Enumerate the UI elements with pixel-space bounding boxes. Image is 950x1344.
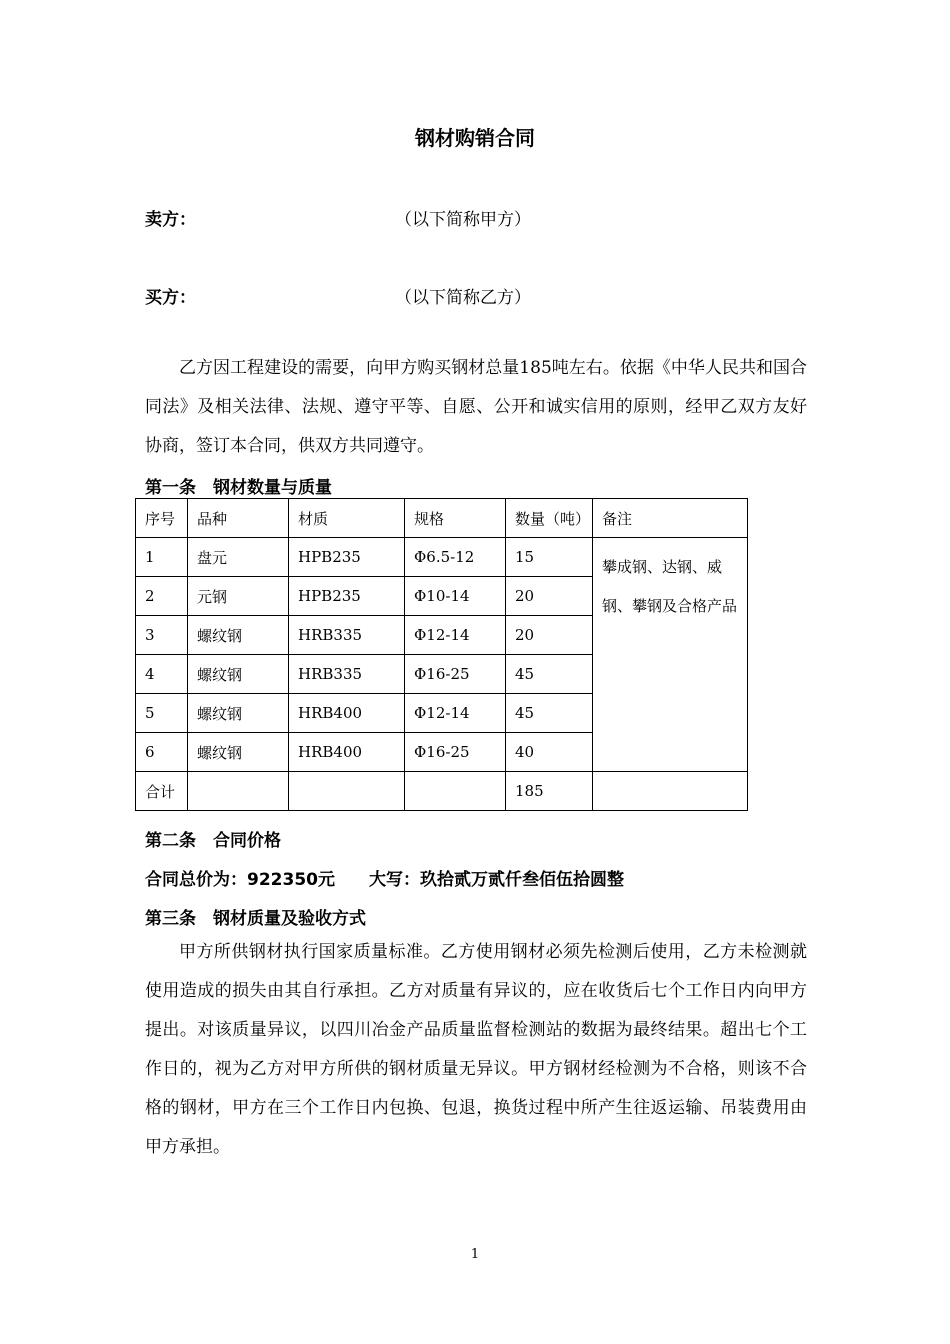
table-cell: 20	[506, 616, 593, 655]
contract-price-line: 合同总价为：922350元 大写：玖拾贰万贰仟叁佰伍拾圆整	[145, 870, 624, 890]
table-cell: Φ6.5-12	[405, 538, 506, 577]
buyer-label: 买方：	[145, 288, 196, 308]
table-cell: Φ12-14	[405, 694, 506, 733]
total-label-cell: 合计	[136, 772, 188, 811]
table-cell: 45	[506, 655, 593, 694]
table-cell: Φ16-25	[405, 733, 506, 772]
seller-note: （以下简称甲方）	[395, 210, 531, 230]
table-cell: 螺纹钢	[188, 616, 289, 655]
steel-spec-table	[135, 498, 748, 811]
table-cell: 螺纹钢	[188, 694, 289, 733]
table-cell: Φ16-25	[405, 655, 506, 694]
header-cell: 规格	[405, 499, 506, 538]
article3-heading: 第三条 钢材质量及验收方式	[145, 909, 366, 929]
header-cell: 品种	[188, 499, 289, 538]
table-cell: 20	[506, 577, 593, 616]
table-cell: 盘元	[188, 538, 289, 577]
table-cell: 1	[136, 538, 188, 577]
table-cell: 6	[136, 733, 188, 772]
buyer-note: （以下简称乙方）	[395, 288, 531, 308]
table-cell: Φ12-14	[405, 616, 506, 655]
page-number: 1	[470, 1247, 480, 1262]
table-cell: HPB235	[289, 577, 405, 616]
header-cell: 材质	[289, 499, 405, 538]
table-cell: 元钢	[188, 577, 289, 616]
table-cell: 螺纹钢	[188, 655, 289, 694]
table-total-row	[136, 772, 748, 811]
header-cell: 数量（吨）	[506, 499, 593, 538]
table-row	[136, 538, 748, 577]
table-cell: 45	[506, 694, 593, 733]
table-cell: Φ10-14	[405, 577, 506, 616]
table-header-row	[136, 499, 748, 538]
table-cell	[405, 772, 506, 811]
remarks-cell: 攀成钢、达钢、威钢、攀钢及合格产品	[593, 538, 748, 772]
table-cell: HRB335	[289, 655, 405, 694]
table-cell: 3	[136, 616, 188, 655]
table-cell	[593, 772, 748, 811]
intro-paragraph: 乙方因工程建设的需要，向甲方购买钢材总量185吨左右。依据《中华人民共和国合同法》及相关法律、法规、遵守平等、自愿、公开和诚实信用的原则，经甲乙双方友好协商，签订本合同，供双方共同遵守。	[145, 358, 807, 456]
article3-paragraph: 甲方所供钢材执行国家质量标准。乙方使用钢材必须先检测后使用，乙方未检测就使用造成的损失由其自行承担。乙方对质量有异议的，应在收货后七个工作日内向甲方提出。对该质量异议，以四川冶金产品质量监督检测站的数据为最终结果。超出七个工作日的，视为乙方对甲方所供的钢材质量无异议。甲方钢材经检测为不合格，则该不合格的钢材，甲方在三个工作日内包换、包退，换货过程中所产生往返运输、吊装费用由甲方承担。	[145, 942, 807, 1157]
table-cell: 40	[506, 733, 593, 772]
document-title: 钢材购销合同	[415, 126, 535, 150]
table-cell	[188, 772, 289, 811]
table-cell: 15	[506, 538, 593, 577]
header-cell: 备注	[593, 499, 748, 538]
table-cell: 4	[136, 655, 188, 694]
total-value-cell: 185	[506, 772, 593, 811]
table-cell: 5	[136, 694, 188, 733]
table-cell: HRB335	[289, 616, 405, 655]
seller-label: 卖方：	[145, 210, 196, 230]
table-cell	[289, 772, 405, 811]
table-cell: 2	[136, 577, 188, 616]
article1-heading: 第一条 钢材数量与质量	[145, 478, 332, 498]
table-cell: HPB235	[289, 538, 405, 577]
table-cell: 螺纹钢	[188, 733, 289, 772]
header-cell: 序号	[136, 499, 188, 538]
article2-heading: 第二条 合同价格	[145, 831, 281, 851]
table-cell: HRB400	[289, 733, 405, 772]
table-cell: HRB400	[289, 694, 405, 733]
